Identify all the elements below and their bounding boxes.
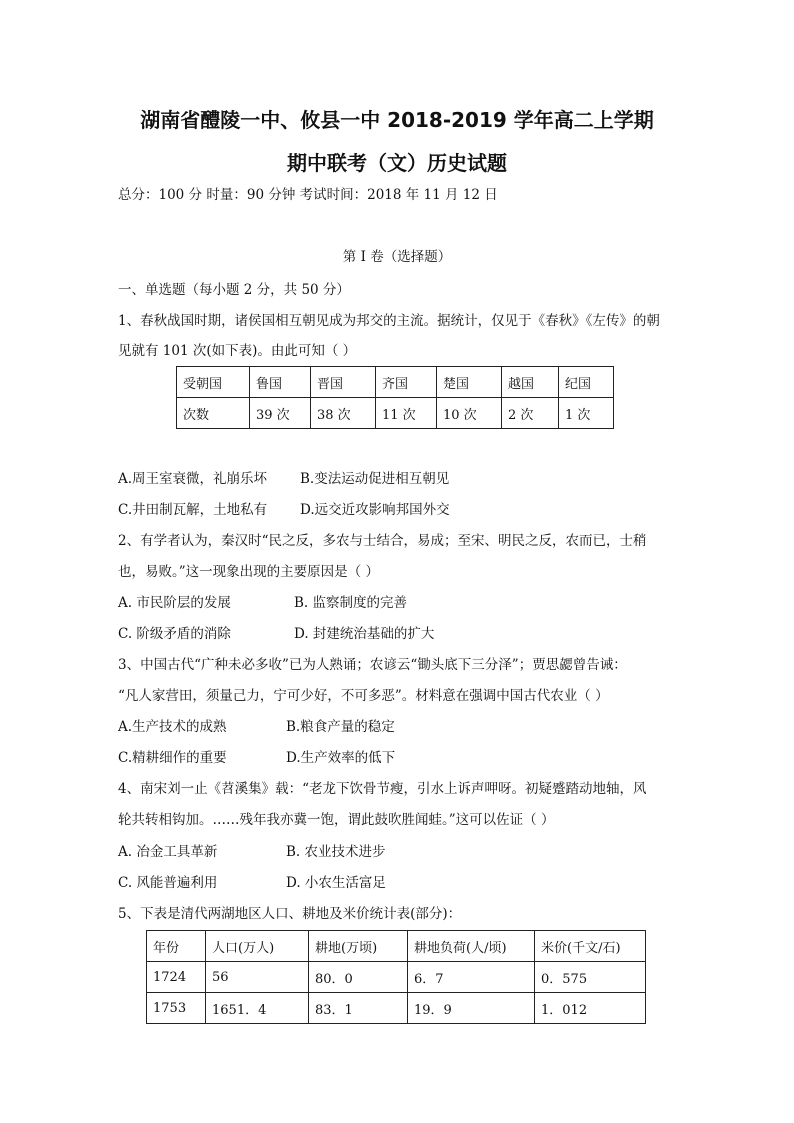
q5-table (146, 930, 646, 1024)
table-cell: 10 次 (437, 398, 502, 429)
q4-option-a: A. 冶金工具革新 (118, 844, 218, 860)
q1-option-d: D.远交近攻影响邦国外交 (300, 502, 450, 518)
table-cell: 1．012 (535, 993, 646, 1024)
table-cell: 38 次 (311, 398, 376, 429)
table-cell: 纪国 (559, 367, 614, 398)
table-cell: 1 次 (559, 398, 614, 429)
section-heading: 一、单选题（每小题 2 分，共 50 分） (118, 282, 350, 298)
q3-option-c: C.精耕细作的重要 (118, 750, 227, 766)
table-cell: 1651．4 (206, 993, 309, 1024)
table-cell: 齐国 (376, 367, 437, 398)
table-cell: 19．9 (408, 993, 535, 1024)
q2-option-a: A. 市民阶层的发展 (118, 595, 231, 611)
table-row (147, 962, 646, 993)
table-cell: 2 次 (502, 398, 559, 429)
table-cell: 6．7 (408, 962, 535, 993)
table-cell: 鲁国 (250, 367, 311, 398)
table-cell: 83．1 (309, 993, 408, 1024)
table-row (177, 367, 614, 398)
q3-option-d: D.生产效率的低下 (286, 750, 396, 766)
exam-meta: 总分：100 分 时量：90 分钟 考试时间：2018 年 11 月 12 日 (118, 187, 498, 203)
q3-stem-line1: 3、中国古代“广种未必多收”已为人熟诵；农谚云“锄头底下三分泽”；贾思勰曾告诫： (118, 657, 627, 673)
q1-table (176, 366, 614, 429)
table-cell: 56 (206, 962, 309, 993)
q4-stem-line1: 4、南宋刘一止《苕溪集》载：“老龙下饮骨节瘦，引水上诉声呷呀。初疑蹙踏动地轴，风 (118, 781, 647, 797)
q2-stem-line1: 2、有学者认为，秦汉时“民之反，多农与士结合，易成；至宋、明民之反，农而已，士稍 (118, 533, 647, 549)
q4-option-c: C. 风能普遍利用 (118, 875, 218, 891)
q4-stem-line2: 轮共转相钩加。……残年我亦冀一饱，谓此鼓吹胜闻蛙。”这可以佐证（ ） (118, 812, 555, 828)
table-cell: 39 次 (250, 398, 311, 429)
q4-option-d: D. 小农生活富足 (286, 875, 386, 891)
q2-stem-line2: 也，易败。”这一现象出现的主要原因是（ ） (118, 564, 379, 580)
q3-option-a: A.生产技术的成熟 (118, 719, 227, 735)
table-row (177, 398, 614, 429)
table-cell: 1724 (147, 962, 206, 993)
table-cell: 80．0 (309, 962, 408, 993)
table-row (147, 931, 646, 962)
q1-stem-line1: 1、春秋战国时期，诸侯国相互朝见成为邦交的主流。据统计，仅见于《春秋》《左传》的朝 (118, 313, 660, 329)
q3-option-b: B.粮食产量的稳定 (286, 719, 395, 735)
q3-stem-line2: “凡人家营田，须量己力，宁可少好，不可多恶”。材料意在强调中国古代农业（ ） (118, 688, 609, 704)
table-cell: 次数 (177, 398, 250, 429)
q1-option-a: A.周王室衰微，礼崩乐坏 (118, 471, 268, 487)
q2-option-b: B. 监察制度的完善 (294, 595, 408, 611)
table-cell: 耕地负荷(人/顷) (408, 931, 535, 962)
exam-title-line2: 期中联考（文）历史试题 (287, 151, 507, 175)
table-cell: 晋国 (311, 367, 376, 398)
q2-option-c: C. 阶级矛盾的消除 (118, 626, 231, 642)
q4-option-b: B. 农业技术进步 (286, 844, 386, 860)
q1-option-c: C.井田制瓦解，土地私有 (118, 502, 268, 518)
table-cell: 年份 (147, 931, 206, 962)
table-row (147, 993, 646, 1024)
table-cell: 耕地(万顷) (309, 931, 408, 962)
table-cell: 1753 (147, 993, 206, 1024)
q1-option-b: B.变法运动促进相互朝见 (300, 471, 450, 487)
table-cell: 受朝国 (177, 367, 250, 398)
q2-option-d: D. 封建统治基础的扩大 (294, 626, 435, 642)
table-cell: 11 次 (376, 398, 437, 429)
q1-stem-line2: 见就有 101 次(如下表)。由此可知（ ） (118, 343, 357, 359)
table-cell: 越国 (502, 367, 559, 398)
table-cell: 人口(万人) (206, 931, 309, 962)
part-title: 第 I 卷（选择题） (342, 249, 452, 265)
q5-stem-line1: 5、下表是清代两湖地区人口、耕地及米价统计表(部分)： (118, 906, 462, 922)
table-cell: 0．575 (535, 962, 646, 993)
table-cell: 米价(千文/石) (535, 931, 646, 962)
table-cell: 楚国 (437, 367, 502, 398)
exam-title-line1: 湖南省醴陵一中、攸县一中 2018-2019 学年高二上学期 (140, 108, 654, 132)
